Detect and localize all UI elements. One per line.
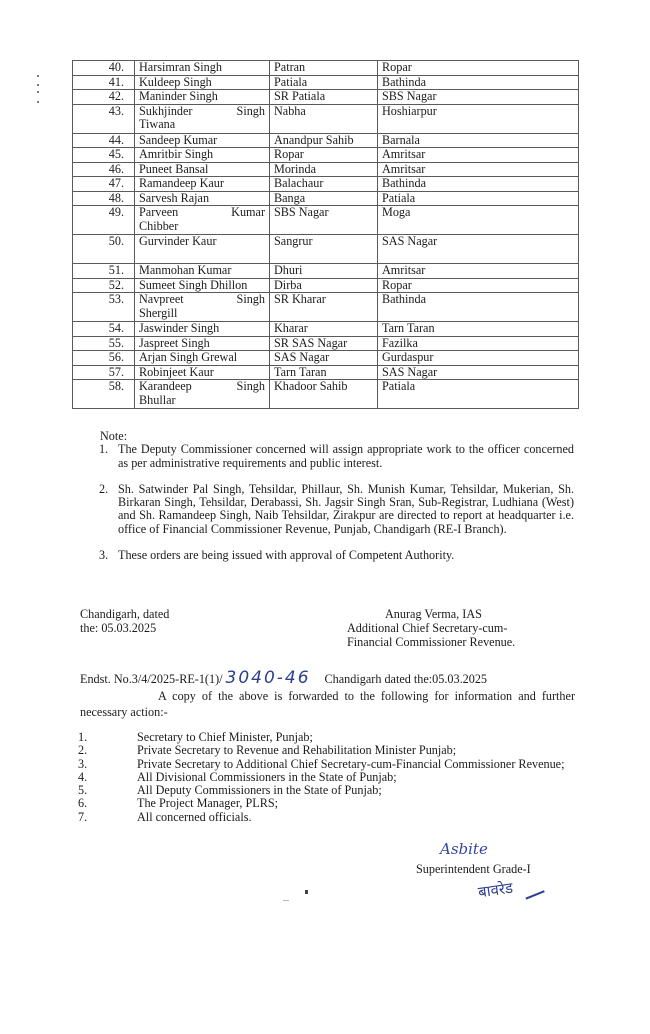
list-item <box>78 758 564 771</box>
handwritten-number: 3040-46 <box>225 668 311 688</box>
new-posting: Ropar <box>378 278 579 293</box>
scan-speck <box>283 900 289 901</box>
note-text: Sh. Satwinder Pal Singh, Tehsildar, Phillaur, Sh. Munish Kumar, Tehsildar, Mukerian, Sh. Birkaran Singh, Tehsildar, Derabassi, Sh. Jagsir Singh Sran, Sub-Registrar, Ludhiana (West) and Sh. Ramandeep Singh, Naib Tehsildar, Zirakpur are directed to report at headquarter i.e. office of Financial Commissioner Revenue, Punjab, Chandigarh (RE-I Branch). <box>118 481 574 536</box>
signatory-name: Anurag Verma, IAS <box>385 607 482 621</box>
officer-name: Puneet Bansal <box>135 162 270 177</box>
new-posting: SBS Nagar <box>378 90 579 105</box>
new-posting: SAS Nagar <box>378 235 579 264</box>
name-part: Karandeep <box>139 379 192 393</box>
new-posting: Barnala <box>378 133 579 148</box>
table-row <box>73 336 579 351</box>
list-text: Secretary to Chief Minister, Punjab; <box>137 730 313 744</box>
officer-name: Sumeet Singh Dhillon <box>135 278 270 293</box>
table-row <box>73 90 579 105</box>
new-posting: Amritsar <box>378 264 579 279</box>
current-posting: Dhuri <box>270 264 378 279</box>
name-part: Bhullar <box>139 392 176 407</box>
note-text: These orders are being issued with approval of Competent Authority. <box>118 548 455 563</box>
officer-name: Ramandeep Kaur <box>135 177 270 192</box>
designation-line-2: Financial Commissioner Revenue. <box>347 635 516 649</box>
serial-number: 58. <box>73 380 135 409</box>
new-posting: Bathinda <box>378 75 579 90</box>
table-row <box>73 177 579 192</box>
note-item-1 <box>100 443 574 470</box>
name-part: Chibber <box>139 218 179 233</box>
list-number: 5. <box>78 783 88 798</box>
note-item-3 <box>100 549 574 562</box>
table-row <box>73 278 579 293</box>
new-posting: Tarn Taran <box>378 322 579 337</box>
current-posting: Morinda <box>270 162 378 177</box>
margin-punch-marks <box>35 75 41 105</box>
current-posting: Balachaur <box>270 177 378 192</box>
serial-number: 55. <box>73 336 135 351</box>
place-line: Chandigarh, dated <box>80 607 170 621</box>
list-number: 2. <box>78 743 88 758</box>
table-row <box>73 235 579 264</box>
name-part: Sukhjinder <box>139 103 193 118</box>
note-number: 3. <box>99 548 109 563</box>
officer-name: Kuldeep Singh <box>135 75 270 90</box>
list-text: Private Secretary to Revenue and Rehabilitation Minister Punjab; <box>137 743 457 758</box>
list-text: Private Secretary to Additional Chief Secretary-cum-Financial Commissioner Revenue; <box>137 756 565 771</box>
new-posting: Bathinda <box>378 177 579 192</box>
serial-number: 46. <box>73 162 135 177</box>
current-posting: Banga <box>270 191 378 206</box>
name-part: Navpreet <box>139 292 184 306</box>
table-row <box>73 365 579 380</box>
name-part: Singh <box>236 379 265 393</box>
officer-name: Gurvinder Kaur <box>135 235 270 264</box>
table-row <box>73 206 579 235</box>
officer-name: Jaspreet Singh <box>135 336 270 351</box>
officer-name: Harsimran Singh <box>135 61 270 76</box>
serial-number: 45. <box>73 148 135 163</box>
table-row <box>73 104 579 133</box>
table-row <box>73 133 579 148</box>
scan-speck <box>305 890 308 894</box>
serial-number: 57. <box>73 365 135 380</box>
table-row <box>73 61 579 76</box>
copy-forward-text: A copy of the above is forwarded to the following for information and further necessary action:- <box>80 689 575 719</box>
table-row <box>73 322 579 337</box>
endorsement-line <box>80 668 487 688</box>
officer-name: Robinjeet Kaur <box>135 365 270 380</box>
serial-number: 47. <box>73 177 135 192</box>
endorsement-number: Endst. No.3/4/2025-RE-1(1)/ <box>80 672 223 686</box>
serial-number: 41. <box>73 75 135 90</box>
date-line: the: 05.03.2025 <box>80 621 157 635</box>
current-posting: Ropar <box>270 148 378 163</box>
name-part: Singh <box>236 292 265 306</box>
current-posting: Kharar <box>270 322 378 337</box>
officer-name: Arjan Singh Grewal <box>135 351 270 366</box>
note-item-2 <box>100 483 574 536</box>
list-item <box>78 744 564 757</box>
current-posting: Sangrur <box>270 235 378 264</box>
designation-line-1: Additional Chief Secretary-cum- <box>347 621 508 635</box>
new-posting: Patiala <box>378 191 579 206</box>
new-posting: Moga <box>378 206 579 235</box>
new-posting: Hoshiarpur <box>378 104 579 133</box>
new-posting: Ropar <box>378 61 579 76</box>
list-item <box>78 811 564 824</box>
officer-name <box>135 293 270 322</box>
table-row <box>73 264 579 279</box>
current-posting: Khadoor Sahib <box>270 380 378 409</box>
current-posting: Dirba <box>270 278 378 293</box>
table-row <box>73 351 579 366</box>
table-row <box>73 162 579 177</box>
officer-name <box>135 206 270 235</box>
new-posting: Amritsar <box>378 162 579 177</box>
officer-name: Maninder Singh <box>135 90 270 105</box>
new-posting: SAS Nagar <box>378 365 579 380</box>
list-text: The Project Manager, PLRS; <box>137 796 278 811</box>
current-posting: Nabha <box>270 104 378 133</box>
hindi-signature: बावरेड <box>476 878 515 902</box>
serial-number: 43. <box>73 104 135 133</box>
serial-number: 50. <box>73 235 135 264</box>
note-text: The Deputy Commissioner concerned will assign appropriate work to the officer concerned as per administrative requirements and public interest. <box>118 442 574 470</box>
list-number: 1. <box>78 730 88 744</box>
note-title: Note: <box>100 429 128 443</box>
list-text: All Divisional Commissioners in the State of Punjab; <box>137 769 397 784</box>
signature-underline <box>525 890 544 899</box>
signatory-block <box>347 607 515 649</box>
new-posting: Fazilka <box>378 336 579 351</box>
new-posting: Bathinda <box>378 293 579 322</box>
current-posting: Patiala <box>270 75 378 90</box>
new-posting: Patiala <box>378 380 579 409</box>
list-number: 7. <box>78 809 88 824</box>
superintendent-designation: Superintendent Grade-I <box>416 862 531 876</box>
current-posting: Tarn Taran <box>270 365 378 380</box>
name-part: Kumar <box>231 205 265 219</box>
list-number: 6. <box>78 796 88 811</box>
officer-name: Amritbir Singh <box>135 148 270 163</box>
copy-to-list <box>78 731 564 824</box>
list-number: 4. <box>78 769 88 784</box>
serial-number: 56. <box>73 351 135 366</box>
officer-name: Sarvesh Rajan <box>135 191 270 206</box>
current-posting: SR Kharar <box>270 293 378 322</box>
table-row <box>73 191 579 206</box>
name-part: Parveen <box>139 205 179 219</box>
current-posting: SR Patiala <box>270 90 378 105</box>
name-part: Singh <box>236 103 265 118</box>
table-row <box>73 75 579 90</box>
issue-place-date <box>80 607 169 635</box>
current-posting: SBS Nagar <box>270 206 378 235</box>
endorsement-place-date: Chandigarh dated the:05.03.2025 <box>324 672 488 686</box>
officer-name: Jaswinder Singh <box>135 322 270 337</box>
list-item <box>78 797 564 810</box>
table-row <box>73 380 579 409</box>
list-text: All Deputy Commissioners in the State of Punjab; <box>137 783 382 798</box>
officer-name <box>135 104 270 133</box>
name-part: Shergill <box>139 305 178 320</box>
notes-section <box>100 430 574 562</box>
serial-number: 42. <box>73 90 135 105</box>
note-number: 2. <box>99 481 109 496</box>
serial-number: 53. <box>73 293 135 322</box>
serial-number: 49. <box>73 206 135 235</box>
serial-number: 54. <box>73 322 135 337</box>
postings-table <box>72 60 579 409</box>
serial-number: 40. <box>73 61 135 76</box>
table-row <box>73 293 579 322</box>
table-row <box>73 148 579 163</box>
officer-name <box>135 380 270 409</box>
serial-number: 51. <box>73 264 135 279</box>
serial-number: 52. <box>73 278 135 293</box>
current-posting: SAS Nagar <box>270 351 378 366</box>
current-posting: Patran <box>270 61 378 76</box>
note-number: 1. <box>99 442 109 457</box>
list-item <box>78 731 564 744</box>
serial-number: 48. <box>73 191 135 206</box>
name-part: Tiwana <box>139 117 176 131</box>
current-posting: SR SAS Nagar <box>270 336 378 351</box>
list-item <box>78 771 564 784</box>
current-posting: Anandpur Sahib <box>270 133 378 148</box>
list-item <box>78 784 564 797</box>
new-posting: Gurdaspur <box>378 351 579 366</box>
initials-signature: Asbite <box>440 840 488 858</box>
new-posting: Amritsar <box>378 148 579 163</box>
serial-number: 44. <box>73 133 135 148</box>
list-text: All concerned officials. <box>137 809 252 824</box>
officer-name: Manmohan Kumar <box>135 264 270 279</box>
list-number: 3. <box>78 756 88 771</box>
officer-name: Sandeep Kumar <box>135 133 270 148</box>
